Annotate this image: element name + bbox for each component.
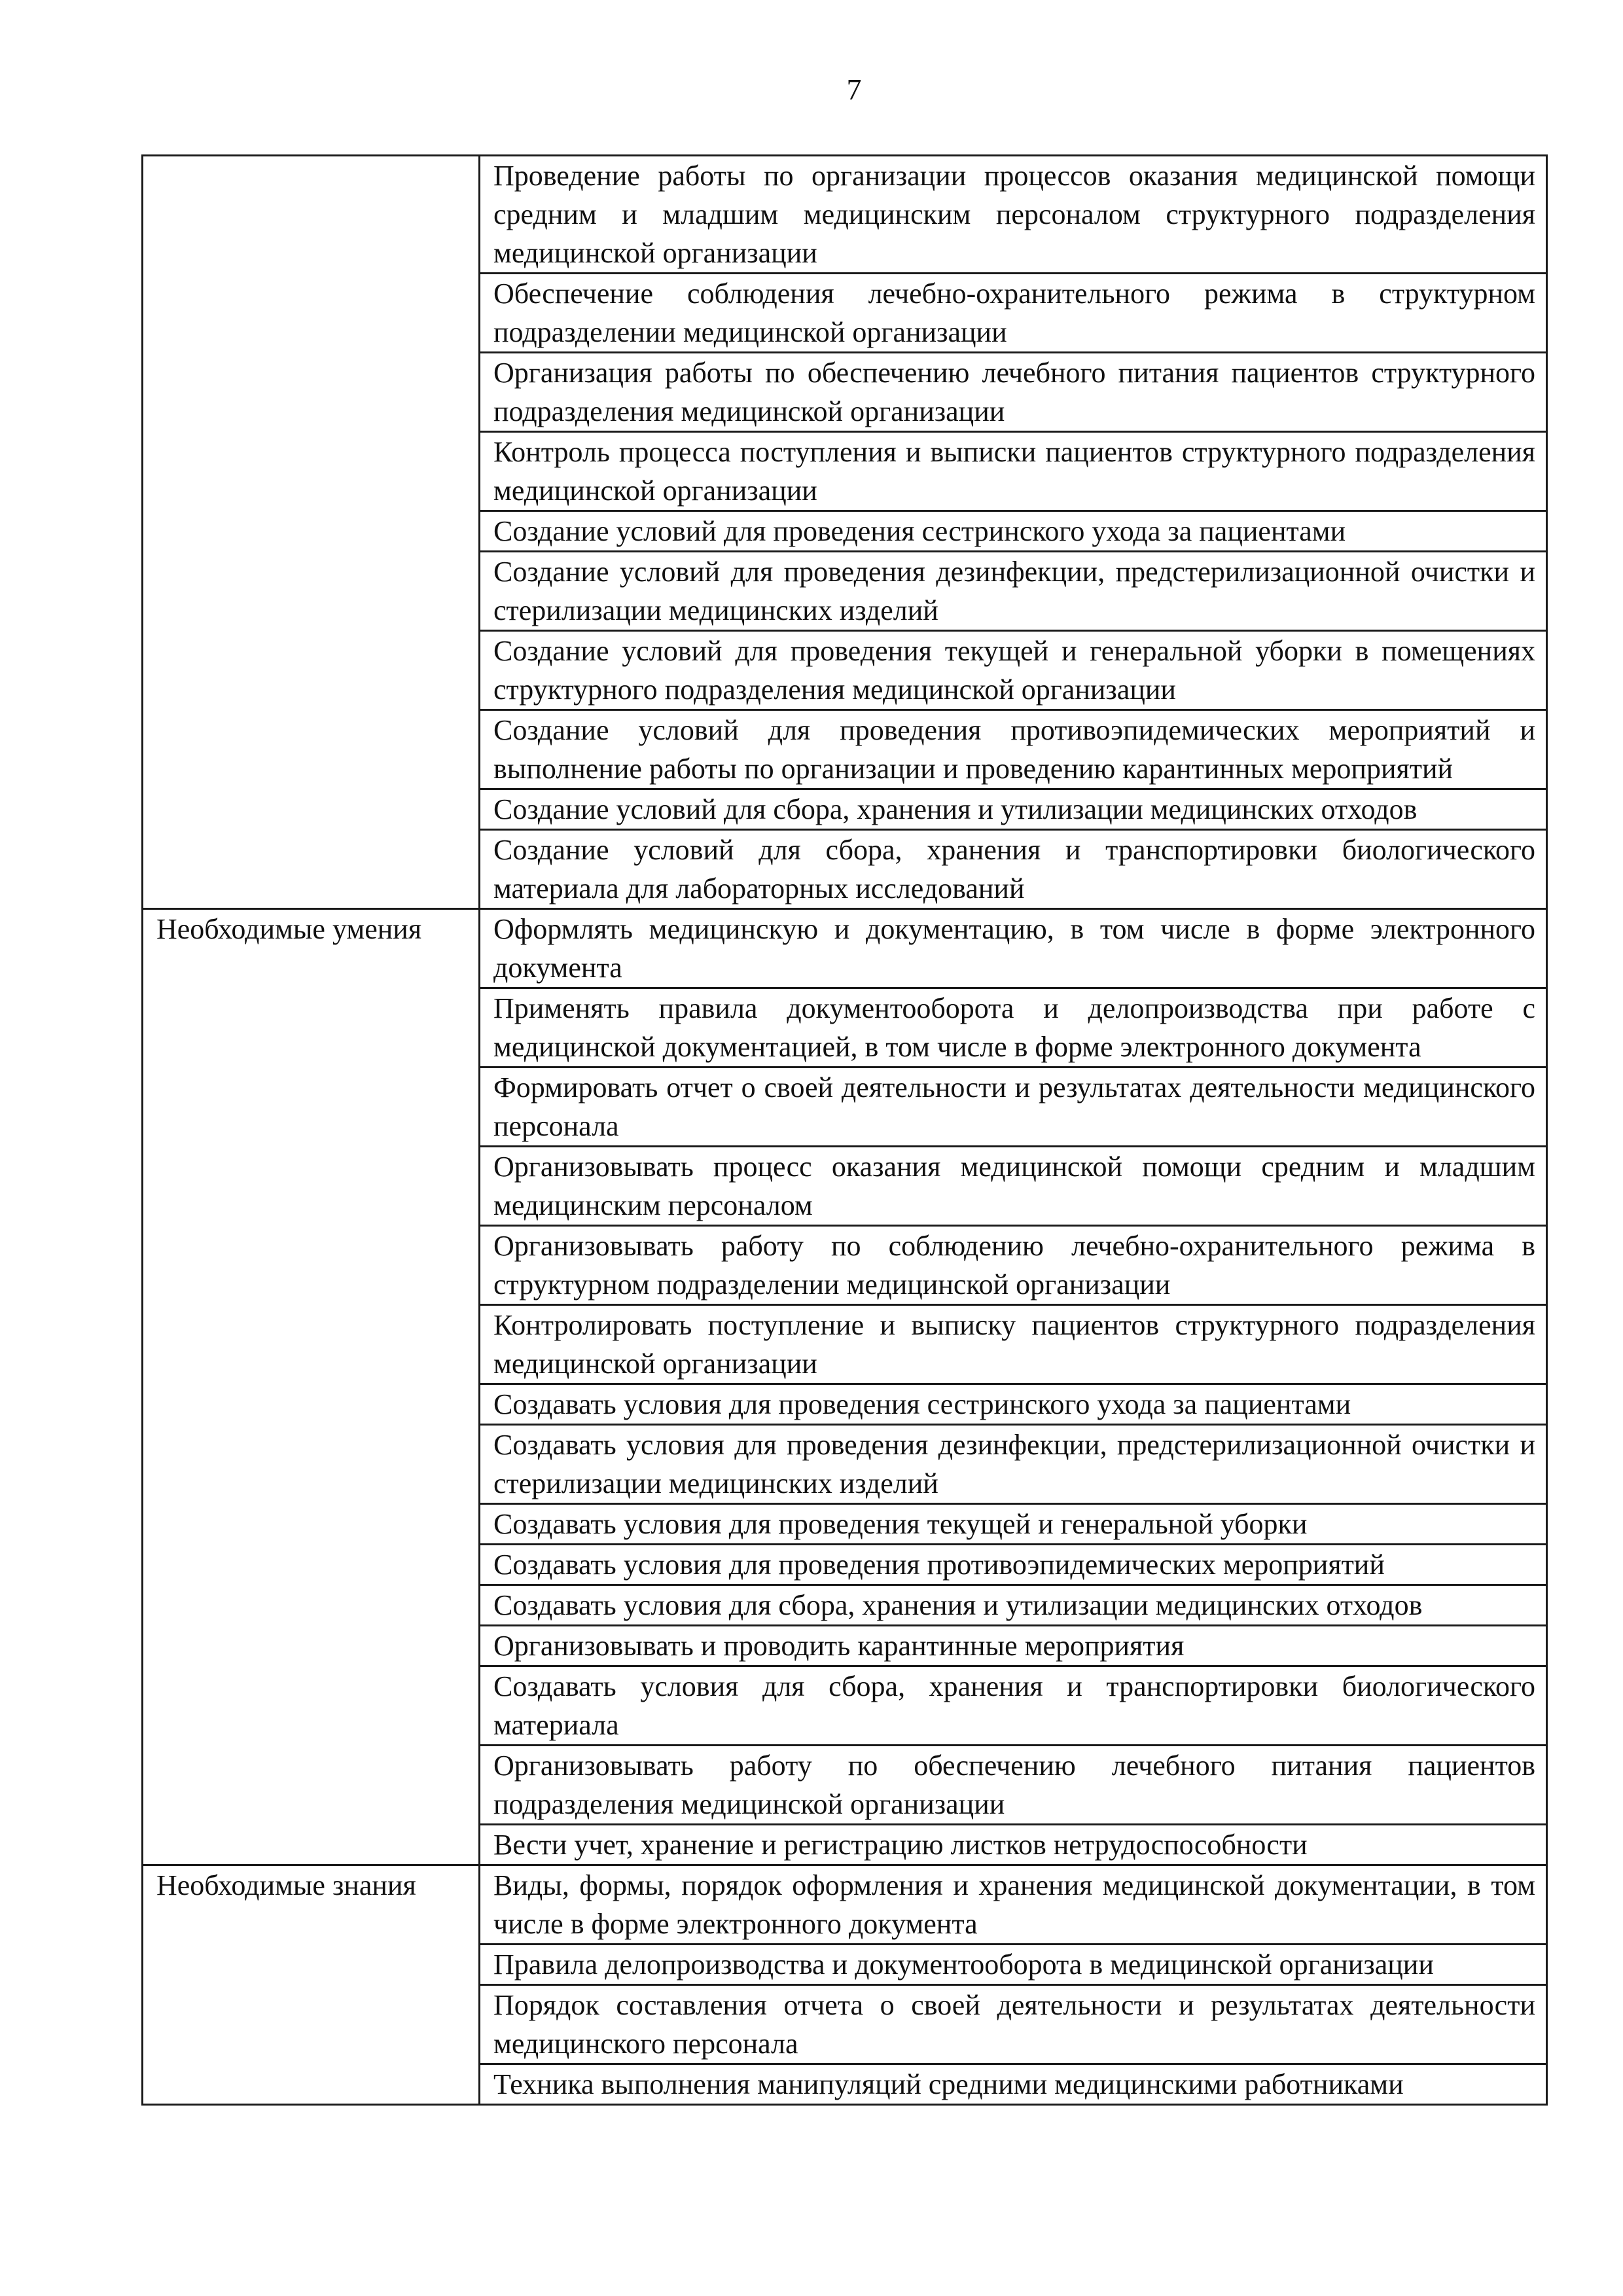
table-row bbox=[143, 511, 1547, 552]
section-label-continuation bbox=[143, 1384, 480, 1425]
table-row bbox=[143, 2064, 1547, 2105]
section-label-continuation bbox=[143, 1585, 480, 1626]
requirement-item: Контроль процесса поступления и выписки пациентов структурного подразделения медицинской организации bbox=[480, 432, 1547, 511]
section-label-continuation bbox=[143, 1985, 480, 2064]
section-label-continuation bbox=[143, 1425, 480, 1504]
table-row bbox=[143, 1147, 1547, 1226]
section-label-continuation bbox=[143, 1945, 480, 1985]
section-label-continuation bbox=[143, 1305, 480, 1384]
requirement-item: Правила делопроизводства и документооборота в медицинской организации bbox=[480, 1945, 1547, 1985]
section-label: Необходимые умения bbox=[143, 909, 480, 988]
table-row bbox=[143, 1067, 1547, 1147]
requirement-item: Создание условий для проведения противоэпидемических мероприятий и выполнение работы по организации и проведению карантинных мероприятий bbox=[480, 710, 1547, 789]
table-row bbox=[143, 1504, 1547, 1545]
requirements-table-body bbox=[143, 156, 1547, 2105]
requirement-item: Организовывать работу по соблюдению лечебно-охранительного режима в структурном подразделении медицинской организации bbox=[480, 1226, 1547, 1305]
requirement-item: Создавать условия для проведения текущей и генеральной уборки bbox=[480, 1504, 1547, 1545]
requirement-item: Создание условий для проведения текущей и генеральной уборки в помещениях структурного подразделения медицинской организации bbox=[480, 631, 1547, 710]
section-label-continuation bbox=[143, 511, 480, 552]
section-label-continuation bbox=[143, 353, 480, 432]
table-row bbox=[143, 1945, 1547, 1985]
table-row bbox=[143, 1305, 1547, 1384]
table-row bbox=[143, 552, 1547, 631]
requirement-item: Оформлять медицинскую и документацию, в том числе в форме электронного документа bbox=[480, 909, 1547, 988]
table-row bbox=[143, 1825, 1547, 1865]
requirement-item: Создание условий для сбора, хранения и транспортировки биологического материала для лабораторных исследований bbox=[480, 830, 1547, 909]
table-row bbox=[143, 353, 1547, 432]
section-label-continuation bbox=[143, 710, 480, 789]
section-label bbox=[143, 156, 480, 274]
table-row bbox=[143, 274, 1547, 353]
section-label-continuation bbox=[143, 1504, 480, 1545]
section-label-continuation bbox=[143, 988, 480, 1067]
section-label-continuation bbox=[143, 552, 480, 631]
page-number: 7 bbox=[846, 73, 862, 106]
table-row bbox=[143, 631, 1547, 710]
table-row bbox=[143, 1746, 1547, 1825]
section-label-continuation bbox=[143, 1147, 480, 1226]
table-row bbox=[143, 1585, 1547, 1626]
section-label-continuation bbox=[143, 1746, 480, 1825]
section-label-continuation bbox=[143, 1825, 480, 1865]
requirement-item: Создание условий для проведения дезинфекции, предстерилизационной очистки и стерилизации медицинских изделий bbox=[480, 552, 1547, 631]
table-row bbox=[143, 1226, 1547, 1305]
table-row bbox=[143, 988, 1547, 1067]
requirement-item: Создавать условия для проведения противоэпидемических мероприятий bbox=[480, 1545, 1547, 1585]
table-row bbox=[143, 1666, 1547, 1746]
requirement-item: Проведение работы по организации процессов оказания медицинской помощи средним и младшим медицинским персоналом структурного подразделения медицинской организации bbox=[480, 156, 1547, 274]
section-label-continuation bbox=[143, 1067, 480, 1147]
requirement-item: Применять правила документооборота и делопроизводства при работе с медицинской документацией, в том числе в форме электронного документа bbox=[480, 988, 1547, 1067]
requirement-item: Контролировать поступление и выписку пациентов структурного подразделения медицинской организации bbox=[480, 1305, 1547, 1384]
section-label-continuation bbox=[143, 1626, 480, 1666]
table-row bbox=[143, 1626, 1547, 1666]
requirement-item: Организовывать процесс оказания медицинской помощи средним и младшим медицинским персоналом bbox=[480, 1147, 1547, 1226]
table-row bbox=[143, 710, 1547, 789]
section-label-continuation bbox=[143, 631, 480, 710]
table-row bbox=[143, 909, 1547, 988]
table-row bbox=[143, 1425, 1547, 1504]
table-row bbox=[143, 830, 1547, 909]
requirement-item: Создавать условия для сбора, хранения и транспортировки биологического материала bbox=[480, 1666, 1547, 1746]
table-row bbox=[143, 789, 1547, 830]
section-label-continuation bbox=[143, 432, 480, 511]
section-label-continuation bbox=[143, 789, 480, 830]
requirement-item: Организация работы по обеспечению лечебного питания пациентов структурного подразделения медицинской организации bbox=[480, 353, 1547, 432]
requirement-item: Виды, формы, порядок оформления и хранения медицинской документации, в том числе в форме электронного документа bbox=[480, 1865, 1547, 1945]
requirement-item: Создавать условия для проведения дезинфекции, предстерилизационной очистки и стерилизации медицинских изделий bbox=[480, 1425, 1547, 1504]
section-label-continuation bbox=[143, 1666, 480, 1746]
section-label-continuation bbox=[143, 1226, 480, 1305]
table-row bbox=[143, 156, 1547, 274]
requirement-item: Создавать условия для сбора, хранения и утилизации медицинских отходов bbox=[480, 1585, 1547, 1626]
requirement-item: Организовывать и проводить карантинные мероприятия bbox=[480, 1626, 1547, 1666]
section-label: Необходимые знания bbox=[143, 1865, 480, 1945]
requirement-item: Вести учет, хранение и регистрацию листков нетрудоспособности bbox=[480, 1825, 1547, 1865]
section-label-continuation bbox=[143, 274, 480, 353]
requirement-item: Формировать отчет о своей деятельности и результатах деятельности медицинского персонала bbox=[480, 1067, 1547, 1147]
requirement-item: Порядок составления отчета о своей деятельности и результатах деятельности медицинского персонала bbox=[480, 1985, 1547, 2064]
section-label-continuation bbox=[143, 2064, 480, 2105]
table-row bbox=[143, 1865, 1547, 1945]
section-label-continuation bbox=[143, 830, 480, 909]
table-row bbox=[143, 1545, 1547, 1585]
requirement-item: Создание условий для проведения сестринского ухода за пациентами bbox=[480, 511, 1547, 552]
section-label-continuation bbox=[143, 1545, 480, 1585]
requirement-item: Обеспечение соблюдения лечебно-охранительного режима в структурном подразделении медицинской организации bbox=[480, 274, 1547, 353]
table-row bbox=[143, 1985, 1547, 2064]
requirement-item: Организовывать работу по обеспечению лечебного питания пациентов подразделения медицинской организации bbox=[480, 1746, 1547, 1825]
table-row bbox=[143, 432, 1547, 511]
table-row bbox=[143, 1384, 1547, 1425]
requirement-item: Создание условий для сбора, хранения и утилизации медицинских отходов bbox=[480, 789, 1547, 830]
requirement-item: Техника выполнения манипуляций средними медицинскими работниками bbox=[480, 2064, 1547, 2105]
requirements-table bbox=[141, 154, 1548, 2106]
requirement-item: Создавать условия для проведения сестринского ухода за пациентами bbox=[480, 1384, 1547, 1425]
